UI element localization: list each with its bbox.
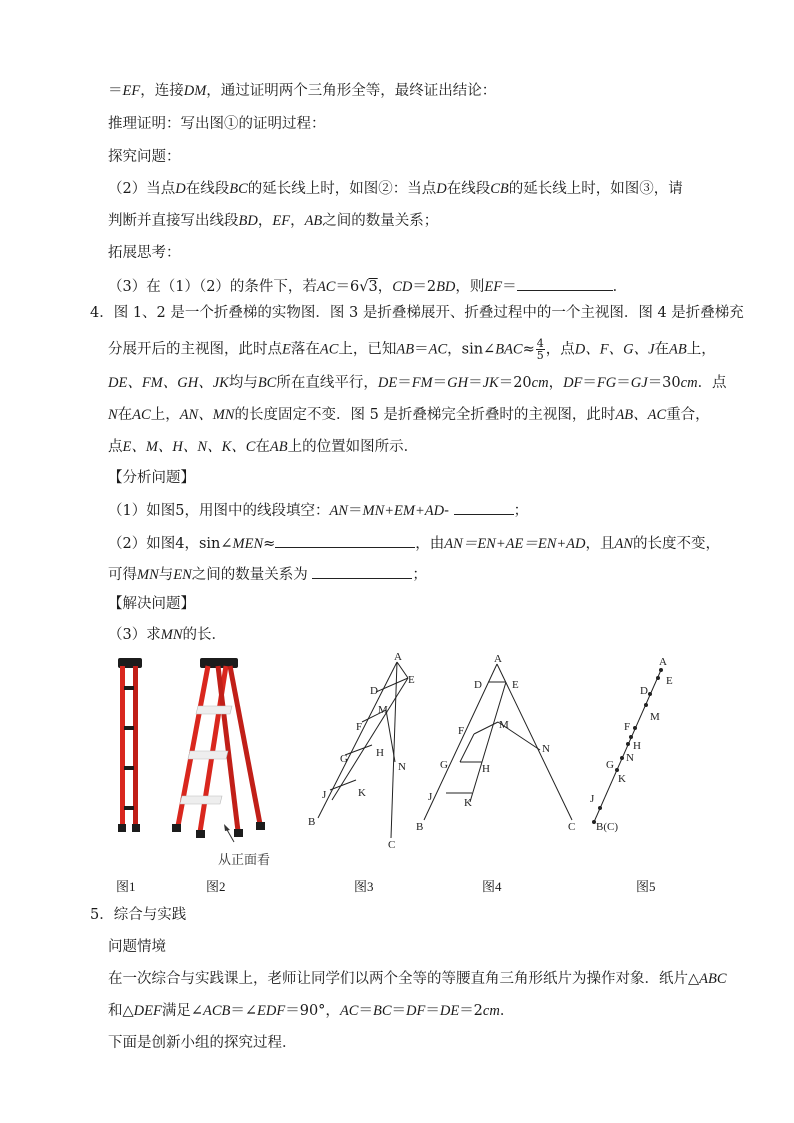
- q5-line-3: 下面是创新小组的探究过程．: [108, 1035, 297, 1051]
- svg-text:H: H: [376, 747, 384, 759]
- fraction-four-fifths: $\frac{4}{5}$: [536, 337, 544, 362]
- text-line-7: （3）在（1）（2）的条件下，若AC＝6√3，CD＝2BD，则EF＝ ．: [108, 276, 627, 296]
- part-1: （1）如图5，用图中的线段填空：AN＝MN+EM+AD- ；: [108, 500, 528, 520]
- svg-text:J: J: [590, 793, 595, 805]
- svg-text:A: A: [659, 656, 667, 668]
- svg-text:K: K: [618, 773, 626, 785]
- svg-text:E: E: [408, 674, 415, 686]
- svg-text:K: K: [358, 787, 366, 799]
- text-line-4: （2）当点D在线段BC的延长线上时，如图②：当点D在线段CB的延长线上时，如图③，请: [108, 181, 683, 197]
- q4-line-2: 分展开后的主视图，此时点E落在AC上，已知AB＝AC，sin∠BAC≈ $\frac{4}{5}$ ，点D、F、G、J在AB上，: [108, 337, 716, 362]
- figure-3-diagram: [300, 650, 420, 855]
- svg-text:M: M: [650, 711, 660, 723]
- q5-title: 5．综合与实践: [90, 907, 187, 923]
- svg-text:A: A: [494, 653, 502, 665]
- part-2-line-2: 可得MN与EN之间的数量关系为 ；: [108, 564, 427, 584]
- svg-text:N: N: [398, 761, 406, 773]
- caption-figure-4: 图4: [482, 879, 502, 894]
- svg-text:D: D: [474, 679, 482, 691]
- ladder-folded-photo: [100, 656, 160, 838]
- q5-line-2: 和△DEF满足∠ACB＝∠EDF＝90°，AC＝BC＝DF＝DE＝2cm．: [108, 1003, 515, 1019]
- part-2-line-1: （2）如图4，sin∠MEN≈ ，由AN＝EN+AE＝EN+AD，且AN的长度不变，: [108, 533, 720, 553]
- svg-text:H: H: [482, 763, 490, 775]
- answer-blank[interactable]: [454, 500, 514, 515]
- svg-text:K: K: [464, 797, 472, 809]
- svg-text:D: D: [370, 685, 378, 697]
- text-line-5: 判断并直接写出线段BD，EF，AB之间的数量关系；: [108, 213, 439, 229]
- q4-line-1: 4．图 1、2 是一个折叠梯的实物图．图 3 是折叠梯展开、折叠过程中的一个主视图．图 4 是折叠梯充: [90, 305, 744, 321]
- svg-text:E: E: [512, 679, 519, 691]
- analysis-heading: 【分析问题】: [108, 470, 195, 486]
- answer-blank[interactable]: [275, 533, 415, 548]
- svg-text:D: D: [640, 685, 648, 697]
- svg-text:J: J: [428, 791, 433, 803]
- text-line-6: 拓展思考：: [108, 245, 181, 261]
- svg-text:E: E: [666, 675, 673, 687]
- svg-text:C: C: [388, 839, 396, 851]
- svg-text:M: M: [499, 719, 509, 731]
- figure-4-diagram: [412, 650, 582, 840]
- text-line-2: 推理证明：写出图①的证明过程：: [108, 116, 326, 132]
- answer-blank[interactable]: [312, 564, 412, 579]
- q4-line-5: 点E、M、H、N、K、C在AB上的位置如图所示．: [108, 439, 419, 455]
- caption-figure-5: 图5: [636, 879, 656, 894]
- svg-text:F: F: [356, 721, 363, 733]
- svg-text:G: G: [440, 759, 448, 771]
- svg-text:G: G: [340, 753, 348, 765]
- q4-line-4: N在AC上，AN、MN的长度固定不变．图 5 是折叠梯完全折叠时的主视图，此时AB、AC重合，: [108, 407, 710, 423]
- svg-text:B(C): B(C): [596, 821, 618, 833]
- svg-text:C: C: [568, 821, 576, 833]
- front-view-label: 从正面看: [218, 853, 271, 868]
- svg-text:N: N: [542, 743, 550, 755]
- ladder-unfolded-photo: [160, 656, 270, 846]
- svg-text:B: B: [308, 816, 316, 828]
- svg-text:B: B: [416, 821, 424, 833]
- svg-text:A: A: [394, 651, 402, 663]
- svg-text:F: F: [458, 725, 465, 737]
- svg-text:N: N: [626, 752, 634, 764]
- caption-figure-3: 图3: [354, 879, 374, 894]
- svg-text:J: J: [322, 789, 327, 801]
- q4-line-3: DE、FM、GH、JK均与BC所在直线平行，DE＝FM＝GH＝JK＝20cm，DF＝FG＝GJ＝30cm．点: [108, 375, 727, 391]
- svg-text:H: H: [633, 740, 641, 752]
- svg-text:M: M: [378, 704, 388, 716]
- solve-heading: 【解决问题】: [108, 596, 195, 612]
- q5-line-1: 在一次综合与实践课上，老师让同学们以两个全等的等腰直角三角形纸片为操作对象．纸片△ABC: [108, 971, 727, 987]
- figure-5-diagram: [586, 650, 686, 840]
- svg-text:G: G: [606, 759, 614, 771]
- part-3: （3）求MN的长．: [108, 627, 226, 643]
- caption-figure-2: 图2: [206, 879, 226, 894]
- text-line-3: 探究问题：: [108, 149, 181, 165]
- caption-figure-1: 图1: [116, 879, 136, 894]
- svg-text:F: F: [624, 721, 631, 733]
- answer-blank[interactable]: [517, 276, 613, 291]
- q5-situation: 问题情境: [108, 939, 166, 955]
- text-line-1: ＝EF，连接DM，通过证明两个三角形全等，最终证出结论：: [108, 83, 497, 99]
